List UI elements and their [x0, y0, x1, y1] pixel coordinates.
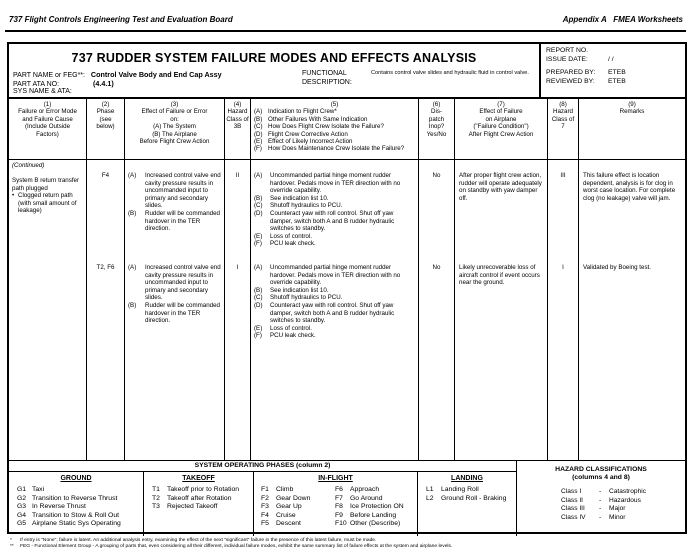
col4-line: Hazard [227, 108, 248, 116]
table-body-row [9, 159, 685, 460]
phase-code: F5 [261, 520, 269, 528]
col6-num: (6) [432, 101, 441, 108]
prepared-by-value: ETEB [608, 69, 626, 77]
col5-item [254, 108, 416, 115]
col9-num: (9) [628, 101, 636, 108]
report-no-row [546, 47, 685, 56]
hazard-7-value-2: I [562, 264, 564, 271]
phase-item [152, 503, 253, 511]
hazard-class-item [561, 497, 685, 506]
item-text: Counteract yaw with roll control. Shut off yaw damper, switch both A and B rudder hydraulic switches to standby. [270, 209, 395, 233]
operating-phases [9, 461, 516, 536]
part-name-value: Control Valve Body and End Cap Assy [90, 70, 222, 79]
column-header-8 [548, 99, 579, 159]
bullet-glyph: • [12, 192, 15, 200]
phase-item [261, 520, 335, 528]
phase-item [17, 495, 143, 503]
item-text: Loss of control. [270, 232, 312, 240]
hazard-class-dash: - [599, 513, 602, 521]
indication-item [251, 210, 418, 233]
inflight-title: IN-FLIGHT [318, 475, 353, 482]
phase-item [261, 495, 335, 503]
phase-code: G1 [17, 486, 27, 494]
phase-code: G5 [17, 520, 27, 528]
hazard-class-label: Major [609, 505, 626, 513]
part-ata-row [13, 79, 114, 88]
landing-title: LANDING [451, 475, 483, 482]
phase-item [17, 503, 143, 511]
item-tag: (B) [254, 115, 263, 123]
phase-item [335, 520, 417, 528]
indication-item [251, 195, 418, 203]
phase-value-2: T2, F6 [96, 264, 115, 271]
col6-line: Inop? [428, 123, 445, 131]
indication-item [251, 325, 418, 333]
col2-line: (see [99, 115, 112, 123]
phase-label: Ice Protection ON [350, 503, 404, 511]
takeoff-column [144, 472, 254, 536]
failure-bullet-text: Clogged return path (with small amount of leakage) [18, 192, 77, 215]
issue-date-value: / / [608, 55, 614, 63]
header-rule [5, 30, 686, 32]
document-title: 737 RUDDER SYSTEM FAILURE MODES AND EFFECTS ANALYSIS [71, 51, 477, 65]
col3-line: Before Flight Crew Action [139, 138, 210, 146]
hazard-class-item [561, 488, 685, 497]
phase-code: F9 [335, 511, 343, 519]
phase-item [335, 512, 417, 520]
col2-line: below) [96, 123, 115, 131]
item-text: See indication list 10. [270, 286, 329, 294]
phase-item [335, 495, 417, 503]
phase-code: L2 [426, 494, 434, 502]
item-tag: (C) [254, 123, 263, 131]
inflight-subcolumn-1 [261, 486, 335, 528]
col1-line: Failure or Error Mode [18, 108, 77, 116]
item-tag: (D) [254, 130, 263, 138]
col5-item [254, 123, 416, 130]
col5-item [254, 138, 416, 145]
ground-column [9, 472, 144, 536]
phase-label: Gear Up [276, 503, 302, 511]
col7-num: (7) [497, 101, 505, 108]
item-tag: (A) [128, 264, 137, 271]
indication-item [251, 302, 418, 325]
column-header-7 [455, 99, 548, 159]
title-area [9, 44, 539, 97]
phase-label: Climb [276, 486, 294, 494]
col3-line: (B) The Airplane [152, 130, 197, 138]
phase-label: Rejected Takeoff [167, 503, 218, 511]
phase-item [17, 486, 143, 494]
hazard-class-dash: - [599, 505, 602, 513]
hazard-class-name: Class I [561, 488, 582, 495]
col6-line: patch [428, 115, 445, 123]
item-tag: (F) [254, 145, 262, 153]
landing-column [418, 472, 516, 536]
indication-item [251, 202, 418, 210]
phase-label: Other (Describe) [350, 520, 401, 528]
indication-item [251, 233, 418, 241]
phase-item [261, 486, 335, 494]
effect-item [125, 302, 224, 325]
phase-cell [87, 160, 125, 460]
indication-item [251, 287, 418, 295]
item-text: PCU leak check. [270, 240, 316, 248]
ground-items [9, 486, 143, 528]
col1-line: (Include Outside [24, 123, 71, 131]
phase-label: Taxi [32, 486, 45, 494]
phase-label: Approach [350, 486, 380, 494]
remarks-cell [579, 160, 685, 460]
effect-cell [125, 160, 225, 460]
col8-line: Class of [551, 115, 575, 123]
part-name-label: PART NAME or FEG**: [13, 72, 85, 79]
hazard-class-label: Minor [609, 513, 626, 521]
functional-label-line1: FUNCTIONAL [302, 70, 347, 77]
effect-item [125, 264, 224, 302]
phase-label: Airplane Static Sys Operating [32, 520, 121, 528]
effect-item [125, 172, 224, 210]
col3-line: (A) The System [153, 123, 196, 131]
phase-label: Takeoff prior to Rotation [167, 486, 240, 494]
col4-line: Class of [226, 115, 249, 123]
operating-phases-title: SYSTEM OPERATING PHASES (column 2) [9, 461, 516, 472]
item-tag: (F) [254, 332, 262, 340]
failure-mode-entry-1 [9, 177, 86, 215]
phase-label: Go Around [350, 494, 383, 502]
phase-code: F10 [335, 520, 347, 528]
fmea-table [7, 42, 687, 534]
phase-code: F2 [261, 494, 269, 502]
column-header-9 [579, 99, 685, 159]
phase-label: Takeoff after Rotation [167, 494, 232, 502]
hazard-class-item [561, 514, 685, 523]
footnote-text: If entry is "None", failure is latent. An additional analysis entry, examining the effect of the next "significant" failure in the presence of this latent failure, must be made. [20, 538, 377, 543]
col6-line: Yes/No [426, 130, 447, 138]
indication-cell [251, 160, 419, 460]
col4-num: (4) [233, 101, 242, 108]
col1-num: (1) [43, 101, 52, 108]
effect-after-value-1: After proper flight crew action, rudder will operate adequately on standby with yaw damper off. [459, 172, 542, 202]
ground-title: GROUND [60, 475, 92, 482]
phase-code: F3 [261, 503, 269, 511]
effect-entry-2 [125, 264, 224, 325]
hazard-3b-cell [225, 160, 251, 460]
item-text: Flight Crew Corrective Action [268, 130, 348, 138]
reviewed-by-label: REVIEWED BY: [546, 77, 595, 85]
sys-name-row [13, 88, 72, 95]
item-tag: (C) [254, 294, 263, 302]
indication-item [251, 332, 418, 340]
footnote-marker: * [10, 538, 12, 543]
phase-item [152, 495, 253, 503]
effect-after-cell [455, 160, 548, 460]
column-header-3 [125, 99, 225, 159]
prepared-by-row [546, 69, 685, 78]
col4-line: 3B [233, 123, 242, 131]
failure-mode-cell [9, 160, 87, 460]
phase-item [17, 520, 143, 528]
title-row [9, 44, 685, 97]
indication-entry-2 [251, 264, 418, 340]
indication-item [251, 294, 418, 302]
item-text: How Does Maintenance Crew Isolate the Failure? [268, 145, 405, 153]
hazard-class-item [561, 505, 685, 514]
hazard-class-title-2: (columns 4 and 8) [572, 474, 630, 481]
item-text: Uncommanded partial hinge moment rudder hardover. Pedals move in TER direction with no override capability. [270, 172, 401, 195]
col8-line: 7 [561, 123, 565, 131]
phase-code: F8 [335, 503, 343, 511]
phase-code: T2 [152, 494, 160, 502]
takeoff-title: TAKEOFF [182, 475, 215, 482]
hazard-7-value-1: III [560, 172, 566, 179]
item-text: Rudder will be commanded hardover in the TER direction. [145, 209, 220, 233]
landing-items [418, 486, 516, 503]
item-text: Indication to Flight Crew* [268, 108, 337, 116]
functional-label-line2: DESCRIPTION: [302, 79, 352, 86]
part-name-row [13, 70, 222, 79]
page-header-right: Appendix A FMEA Worksheets [562, 15, 683, 24]
item-text: Increased control valve end cavity pressure results in uncommanded input to primary and secondary slides. [145, 264, 221, 302]
effect-after-value-2: Likely unrecoverable loss of aircraft control if event occurs near the ground. [459, 264, 540, 287]
phase-value-1: F4 [101, 172, 110, 179]
item-tag: (A) [254, 264, 263, 271]
col7-line: on Airplane [485, 115, 517, 123]
col3-line: Effect of Failure or Error [141, 108, 208, 116]
item-text: Effect of Likely Incorrect Action [268, 138, 353, 146]
hazard-class-dash: - [599, 496, 602, 504]
col5-num: (5) [330, 101, 339, 108]
effect-item [125, 210, 224, 233]
col8-num: (8) [559, 101, 567, 108]
item-text: Rudder will be commanded hardover in the TER direction. [145, 301, 220, 325]
phase-label: Before Landing [350, 511, 397, 519]
inflight-column [254, 472, 418, 536]
reviewed-by-row [546, 78, 685, 87]
item-tag: (B) [128, 301, 137, 309]
col9-line: Remarks [619, 108, 645, 116]
phase-item [335, 486, 417, 494]
reviewed-by-value: ETEB [608, 77, 626, 85]
phase-label: Cruise [276, 511, 296, 519]
functional-description-value: Contains control valve slides and hydraulic fluid in control valve. [371, 70, 529, 76]
hazard-3b-value-1: II [235, 172, 240, 179]
col1-line: Factors) [36, 130, 59, 138]
hazard-classifications-box [516, 461, 685, 536]
phase-label: Transition to Reverse Thrust [32, 494, 118, 502]
page-header-left: 737 Flight Controls Engineering Test and Evaluation Board [9, 15, 233, 24]
phase-item [261, 512, 335, 520]
issue-date-row [546, 56, 685, 65]
legend-band [9, 460, 685, 536]
hazard-class-dash: - [599, 488, 602, 495]
item-tag: (E) [254, 232, 263, 240]
hazard-class-label: Catastrophic [609, 488, 647, 495]
takeoff-items [144, 486, 253, 511]
column-header-2 [87, 99, 125, 159]
item-tag: (E) [254, 324, 263, 332]
indication-item [251, 172, 418, 195]
effect-entry-1 [125, 172, 224, 233]
phase-code: L1 [426, 486, 434, 494]
phase-code: G3 [17, 503, 27, 511]
item-tag: (D) [254, 301, 263, 309]
column-header-1 [9, 99, 87, 159]
column-header-4 [225, 99, 251, 159]
phase-label: Transition to Stow & Roll Out [32, 511, 120, 519]
phase-code: T1 [152, 486, 160, 494]
phase-code: T3 [152, 503, 160, 511]
phase-label: Descent [276, 520, 301, 528]
item-tag: (B) [254, 286, 263, 294]
phase-columns [9, 472, 516, 536]
failure-bullet-row [9, 192, 86, 215]
hazard-class-name: Class II [561, 496, 583, 504]
item-tag: (B) [128, 209, 137, 217]
sys-name-label: SYS NAME & ATA: [13, 88, 72, 95]
phase-item [426, 486, 516, 494]
item-text: Uncommanded partial hinge moment rudder hardover. Pedals move in TER direction with no override capability. [270, 264, 401, 287]
col6-line: Dis- [431, 108, 442, 116]
phase-item [261, 503, 335, 511]
item-tag: (D) [254, 209, 263, 217]
hazard-7-cell [548, 160, 579, 460]
page-header [9, 15, 683, 24]
item-text: How Does Flight Crew Isolate the Failure? [268, 123, 384, 131]
phase-label: Gear Down [276, 494, 311, 502]
phase-code: F6 [335, 486, 343, 494]
hazard-class-name: Class IV [561, 513, 586, 521]
column-header-5 [251, 99, 419, 159]
inflight-subcolumns [254, 486, 417, 528]
phase-label: Ground Roll - Braking [441, 494, 507, 502]
hazard-3b-value-2: I [236, 264, 239, 271]
col5-item [254, 116, 416, 123]
dispatch-value-1: No [432, 172, 441, 179]
footnotes [10, 538, 685, 551]
col5-items [251, 108, 418, 152]
col3-num: (3) [170, 101, 179, 108]
item-text: Shutoff hydraulics to PCU. [270, 294, 343, 302]
prepared-by-label: PREPARED BY: [546, 69, 596, 77]
phase-label: In Reverse Thrust [32, 503, 86, 511]
continued-note: (Continued) [12, 162, 45, 169]
report-no-label: REPORT NO. [546, 47, 589, 54]
col5-item [254, 131, 416, 138]
col2-num: (2) [101, 101, 110, 108]
item-text: Counteract yaw with roll control. Shut off yaw damper, switch both A and B rudder hydraulic switches to standby. [270, 301, 395, 325]
column-header-row [9, 97, 685, 159]
hazard-class-name: Class III [561, 505, 585, 513]
col7-line: After Flight Crew Action [468, 130, 534, 138]
part-ata-label: PART ATA NO: [13, 81, 60, 88]
remarks-value-2: Validated by Boeing test. [583, 264, 651, 271]
item-tag: (A) [254, 108, 263, 116]
item-tag: (C) [254, 202, 263, 210]
col1-line: and Failure Cause [22, 115, 73, 123]
col7-line: ("Failure Condition") [473, 123, 529, 131]
phase-item [17, 512, 143, 520]
phase-code: G2 [17, 494, 27, 502]
part-ata-value: (4.4.1) [93, 79, 114, 88]
report-box [539, 44, 685, 97]
issue-date-label: ISSUE DATE: [546, 55, 588, 63]
phase-item [152, 486, 253, 494]
item-text: Loss of control. [270, 324, 312, 332]
phase-label: Landing Roll [441, 486, 479, 494]
item-text: See indication list 10. [270, 194, 329, 202]
dispatch-cell [419, 160, 455, 460]
phase-item [426, 495, 516, 503]
item-tag: (E) [254, 138, 263, 146]
remarks-value-1: This failure effect is location dependent, analysis is for clog in worst case location. For complete clog (no leakage) valve will jam. [583, 172, 676, 202]
item-text: PCU leak check. [270, 332, 316, 340]
indication-item [251, 264, 418, 287]
indication-entry-1 [251, 172, 418, 248]
col7-line: Effect of Failure [479, 108, 523, 116]
footnote-text: FEG - Functional Element Group - A grouping of parts that, even considering all their different, individual failure modes, exhibit the same summary list of failure effects at the system and airplane levels. [20, 544, 453, 550]
phase-code: G4 [17, 511, 27, 519]
hazard-class-items [517, 488, 685, 522]
item-tag: (A) [128, 172, 137, 179]
column-header-6 [419, 99, 455, 159]
item-tag: (B) [254, 194, 263, 202]
inflight-subcolumn-2 [335, 486, 417, 528]
phase-code: F1 [261, 486, 269, 494]
col5-item [254, 145, 416, 152]
item-tag: (F) [254, 240, 262, 248]
item-text: Increased control valve end cavity pressure results in uncommanded input to primary and secondary slides. [145, 172, 221, 210]
footnote-2 [10, 544, 685, 550]
item-text: Other Failures With Same Indication [268, 115, 368, 123]
phase-item [335, 503, 417, 511]
failure-title: System B return transfer path plugged [12, 177, 80, 192]
footnote-marker: ** [10, 544, 14, 550]
phase-code: F7 [335, 494, 343, 502]
item-text: Shutoff hydraulics to PCU. [270, 202, 343, 210]
col2-line: Phase [96, 108, 115, 116]
item-tag: (A) [254, 172, 263, 179]
indication-item [251, 240, 418, 248]
hazard-class-label: Hazardous [609, 496, 641, 504]
col3-line: on: [170, 115, 179, 123]
col8-line: Hazard [553, 108, 573, 116]
dispatch-value-2: No [432, 264, 441, 271]
phase-code: F4 [261, 511, 269, 519]
hazard-class-title-1: HAZARD CLASSIFICATIONS [555, 466, 647, 473]
